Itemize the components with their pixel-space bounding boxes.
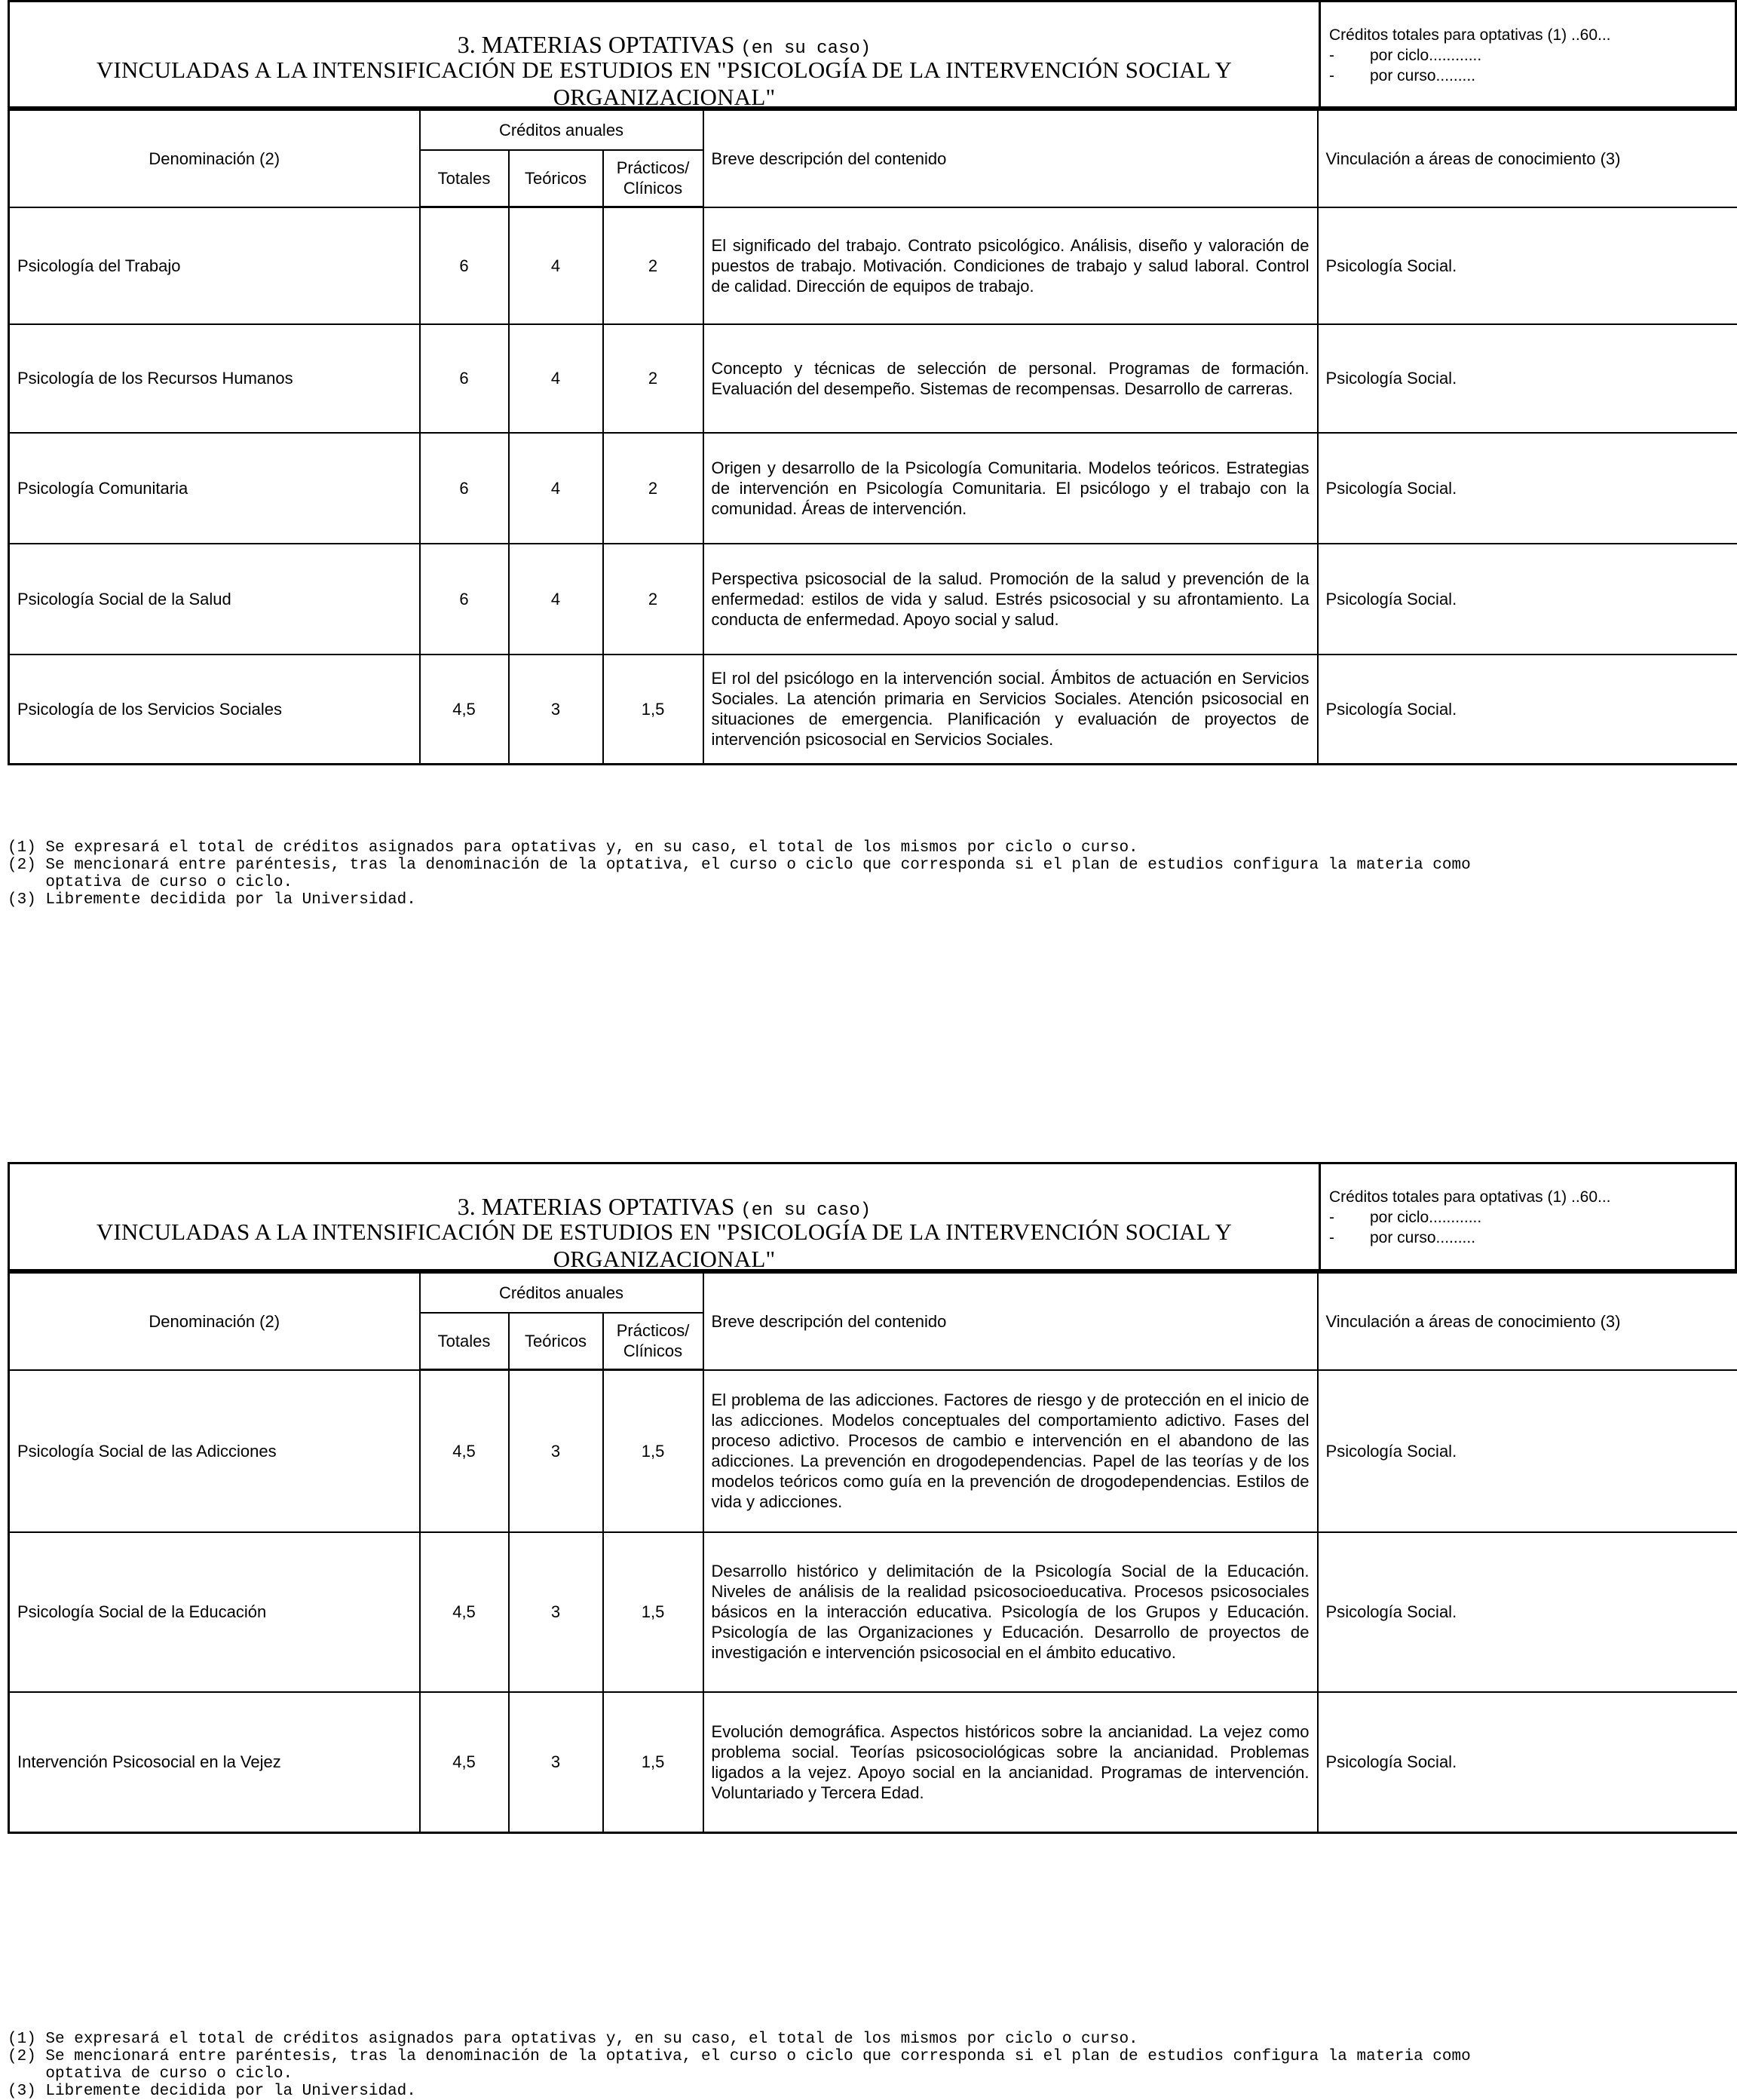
subject-name: Psicología del Trabajo — [9, 207, 420, 324]
knowledge-area: Psicología Social. — [1318, 655, 1737, 765]
knowledge-area: Psicología Social. — [1318, 1532, 1737, 1692]
table-row — [9, 433, 1737, 544]
col-creditos-anuales: Créditos anuales — [420, 110, 703, 150]
table-row — [9, 207, 1737, 324]
credits-teoricos: 4 — [509, 207, 603, 324]
credits-totales: 4,5 — [420, 1532, 509, 1692]
credits-course: por curso......... — [1370, 67, 1476, 84]
credits-course: por curso......... — [1370, 1229, 1476, 1246]
subject-name: Psicología Social de las Adicciones — [9, 1370, 420, 1532]
subject-description: El rol del psicólogo en la intervención social. Ámbitos de actuación en Servicios Sociales. La atención primaria en Servicios Sociales. Atención psicosocial en situaciones de emergencia. Planificación y evaluación de proyectos de intervención psicosocial en Servicios Sociales. — [703, 655, 1318, 765]
section-subtitle: VINCULADAS A LA INTENSIFICACIÓN DE ESTUDIOS EN "PSICOLOGÍA DE LA INTERVENCIÓN SOCIAL Y ORGANIZACIONAL" — [96, 57, 1233, 110]
credits-teoricos: 3 — [509, 1370, 603, 1532]
table-row — [9, 1370, 1737, 1532]
subject-name: Psicología Comunitaria — [9, 433, 420, 544]
subject-description: Perspectiva psicosocial de la salud. Promoción de la salud y prevención de la enfermedad: estilos de vida y salud. Estrés psicosocial y su afrontamiento. La conducta de enfermedad. Apoyo social y salud. — [703, 544, 1318, 655]
subject-name: Psicología de los Recursos Humanos — [9, 324, 420, 433]
credits-total: Créditos totales para optativas (1) ..60... — [1329, 1188, 1611, 1206]
dash: - — [1329, 47, 1334, 64]
title-line1-suffix: (en su caso) — [740, 38, 872, 59]
credits-totales: 6 — [420, 207, 509, 324]
section-header-2 — [8, 1162, 1737, 1271]
col-teoricos: Teóricos — [509, 150, 603, 207]
footnote-3: (3) Libremente decidida por la Universidad. — [8, 891, 416, 909]
section-header-1 — [8, 0, 1737, 109]
credits-practicos: 1,5 — [603, 655, 703, 765]
credits-teoricos: 3 — [509, 655, 603, 765]
credits-practicos: 1,5 — [603, 1370, 703, 1532]
footnote-2-cont: optativa de curso o ciclo. — [8, 2065, 293, 2083]
credits-practicos: 2 — [603, 324, 703, 433]
credits-teoricos: 3 — [509, 1692, 603, 1833]
col-teoricos: Teóricos — [509, 1313, 603, 1370]
knowledge-area: Psicología Social. — [1318, 324, 1737, 433]
col-denominacion: Denominación (2) — [9, 1273, 420, 1370]
credits-totales: 6 — [420, 324, 509, 433]
subject-description: Concepto y técnicas de selección de personal. Programas de formación. Evaluación del desempeño. Sistemas de recompensas. Desarrollo de carreras. — [703, 324, 1318, 433]
credits-teoricos: 4 — [509, 324, 603, 433]
dash: - — [1329, 1209, 1334, 1226]
subjects-table-1 — [8, 109, 1737, 765]
credits-totales: 4,5 — [420, 655, 509, 765]
col-creditos-anuales: Créditos anuales — [420, 1273, 703, 1313]
col-practicos-line2: Clínicos — [623, 1341, 683, 1361]
title-line1-suffix: (en su caso) — [740, 1200, 872, 1221]
credits-practicos: 2 — [603, 544, 703, 655]
col-practicos — [603, 1313, 703, 1370]
credits-box — [1319, 1164, 1735, 1269]
table-row — [9, 544, 1737, 655]
credits-totales: 6 — [420, 433, 509, 544]
knowledge-area: Psicología Social. — [1318, 207, 1737, 324]
col-descripcion: Breve descripción del contenido — [703, 110, 1318, 207]
title-line1: 3. MATERIAS OPTATIVAS — [457, 31, 735, 58]
footnotes-2 — [8, 2031, 1471, 2100]
subject-description: Evolución demográfica. Aspectos históricos sobre la ancianidad. La vejez como problema social. Teorías psicosociológicas sobre la ancianidad. Problemas ligados a la vejez. Apoyo social en la ancianidad. Programas de intervención. Voluntariado y Tercera Edad. — [703, 1692, 1318, 1833]
col-denominacion: Denominación (2) — [9, 110, 420, 207]
knowledge-area: Psicología Social. — [1318, 1370, 1737, 1532]
dash: - — [1329, 67, 1334, 84]
col-practicos-line1: Prácticos/ — [616, 1321, 690, 1341]
table-row — [9, 324, 1737, 433]
subject-description: El significado del trabajo. Contrato psicológico. Análisis, diseño y valoración de puestos de trabajo. Motivación. Condiciones de trabajo y salud laboral. Control de calidad. Dirección de equipos de trabajo. — [703, 207, 1318, 324]
credits-practicos: 1,5 — [603, 1692, 703, 1833]
table-row — [9, 1692, 1737, 1833]
credits-total: Créditos totales para optativas (1) ..60... — [1329, 26, 1611, 44]
subject-name: Intervención Psicosocial en la Vejez — [9, 1692, 420, 1833]
credits-teoricos: 4 — [509, 433, 603, 544]
col-practicos-line1: Prácticos/ — [616, 158, 690, 178]
col-vinculacion: Vinculación a áreas de conocimiento (3) — [1318, 110, 1737, 207]
col-totales: Totales — [420, 150, 509, 207]
col-descripcion: Breve descripción del contenido — [703, 1273, 1318, 1370]
col-totales: Totales — [420, 1313, 509, 1370]
subject-name: Psicología de los Servicios Sociales — [9, 655, 420, 765]
subject-description: Origen y desarrollo de la Psicología Comunitaria. Modelos teóricos. Estrategias de intervención en Psicología Comunitaria. El psicólogo y el trabajo con la comunidad. Áreas de intervención. — [703, 433, 1318, 544]
subject-name: Psicología Social de la Salud — [9, 544, 420, 655]
col-vinculacion: Vinculación a áreas de conocimiento (3) — [1318, 1273, 1737, 1370]
credits-teoricos: 3 — [509, 1532, 603, 1692]
table-row — [9, 655, 1737, 765]
credits-cycle: por ciclo............ — [1370, 47, 1482, 64]
footnote-2: (2) Se mencionará entre paréntesis, tras la denominación de la optativa, el curso o ciclo que corresponda si el plan de estudios configura la materia como — [8, 857, 1471, 874]
footnote-3: (3) Libremente decidida por la Universidad. — [8, 2083, 416, 2100]
credits-teoricos: 4 — [509, 544, 603, 655]
section-title-box — [10, 1164, 1321, 1272]
credits-practicos: 2 — [603, 433, 703, 544]
subject-description: Desarrollo histórico y delimitación de la Psicología Social de la Educación. Niveles de análisis de la realidad psicosocioeducativa. Procesos psicosociales básicos en la interacción educativa. Psicología de los Grupos y Educación. Psicología de las Organizaciones y Educación. Desarrollo de proyectos de investigación e intervención psicosocial en el ámbito educativo. — [703, 1532, 1318, 1692]
section-title-box — [10, 2, 1321, 110]
footnote-1: (1) Se expresará el total de créditos asignados para optativas y, en su caso, el total de los mismos por ciclo o curso. — [8, 839, 1138, 857]
knowledge-area: Psicología Social. — [1318, 433, 1737, 544]
credits-totales: 4,5 — [420, 1692, 509, 1833]
knowledge-area: Psicología Social. — [1318, 1692, 1737, 1833]
credits-box — [1319, 2, 1735, 106]
col-practicos — [603, 150, 703, 207]
subject-description: El problema de las adicciones. Factores de riesgo y de protección en el inicio de las adicciones. Modelos conceptuales del comportamiento adictivo. Fases del proceso adictivo. Procesos de cambio e intervención en el abandono de las adicciones. La prevención en drogodependencias. Papel de las teorías y de los modelos teóricos como guía en la prevención de drogodependencias. Estilos de vida y adicciones. — [703, 1370, 1318, 1532]
subjects-table-2 — [8, 1271, 1737, 1834]
credits-cycle: por ciclo............ — [1370, 1209, 1482, 1226]
title-line1: 3. MATERIAS OPTATIVAS — [457, 1193, 735, 1220]
col-practicos-line2: Clínicos — [623, 179, 683, 198]
section-subtitle: VINCULADAS A LA INTENSIFICACIÓN DE ESTUDIOS EN "PSICOLOGÍA DE LA INTERVENCIÓN SOCIAL Y ORGANIZACIONAL" — [96, 1219, 1233, 1272]
knowledge-area: Psicología Social. — [1318, 544, 1737, 655]
footnote-2: (2) Se mencionará entre paréntesis, tras la denominación de la optativa, el curso o ciclo que corresponda si el plan de estudios configura la materia como — [8, 2048, 1471, 2065]
subject-name: Psicología Social de la Educación — [9, 1532, 420, 1692]
credits-totales: 6 — [420, 544, 509, 655]
dash: - — [1329, 1229, 1334, 1246]
credits-totales: 4,5 — [420, 1370, 509, 1532]
table-row — [9, 1532, 1737, 1692]
credits-practicos: 1,5 — [603, 1532, 703, 1692]
footnote-1: (1) Se expresará el total de créditos asignados para optativas y, en su caso, el total de los mismos por ciclo o curso. — [8, 2031, 1138, 2048]
footnotes-1 — [8, 839, 1471, 909]
footnote-2-cont: optativa de curso o ciclo. — [8, 874, 293, 891]
credits-practicos: 2 — [603, 207, 703, 324]
